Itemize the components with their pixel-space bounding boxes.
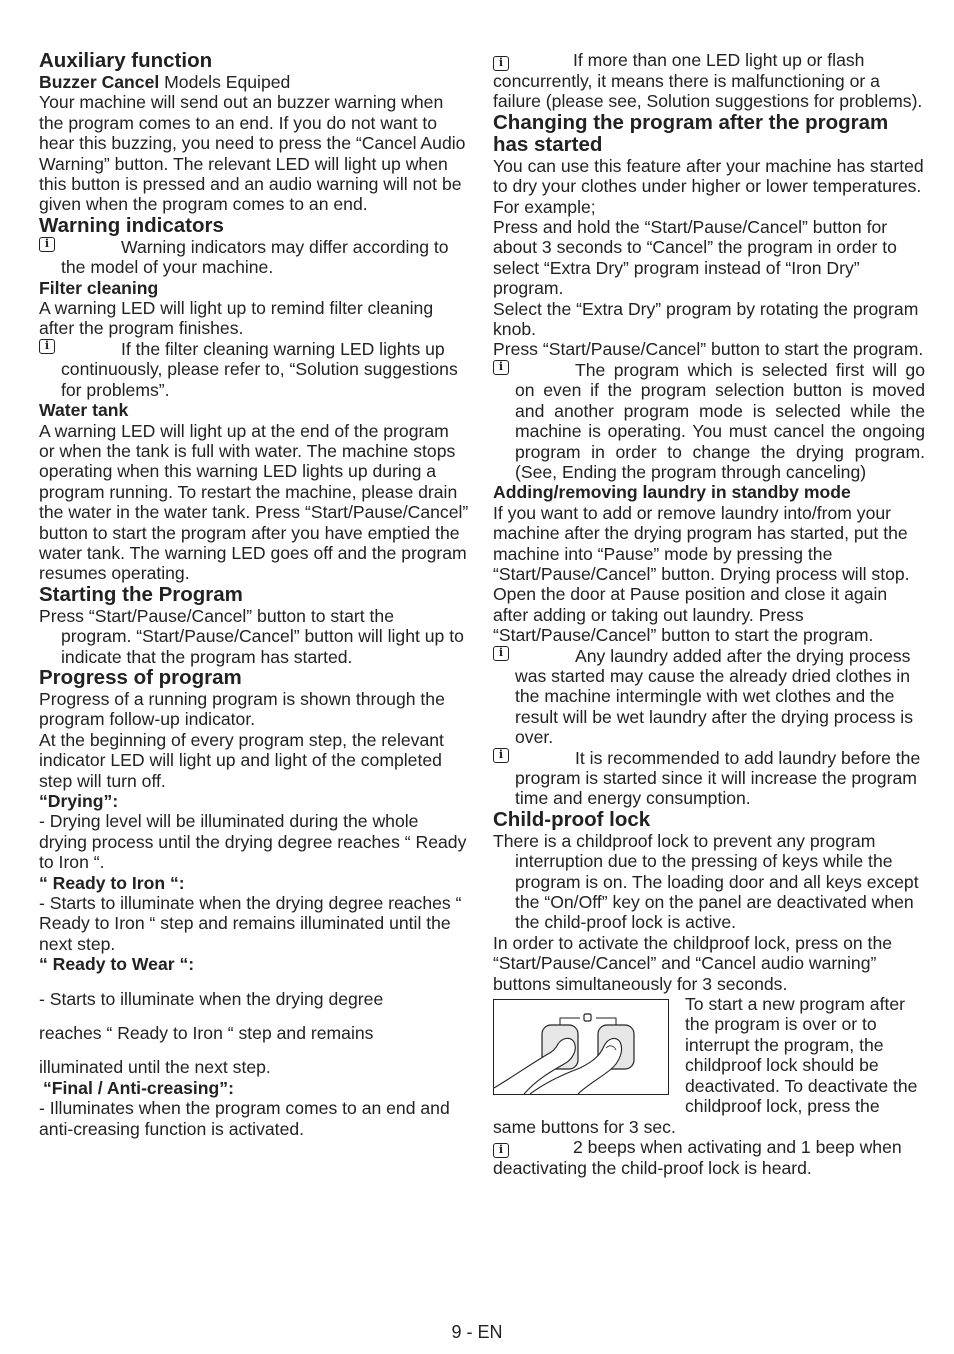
page-number: 9 - EN [451, 1322, 503, 1342]
left-column [39, 50, 469, 1139]
info-icon: i [493, 646, 509, 661]
warning-note [39, 237, 469, 278]
ready-to-iron-heading: “ Ready to Iron “: [39, 872, 185, 893]
standby-paragraph: If you want to add or remove laundry into/from your machine after the drying program has started, put the machine into “Pause” mode by pressing the “Start/Pause/Cancel” button. Drying process will stop. Open the door at Pause position and close it again after adding or taking out laundry. Press “Start/Pause/Cancel” button to start the program. [493, 502, 910, 646]
ready-to-wear-line-1: - Starts to illuminate when the drying degree [39, 988, 384, 1009]
starting-program-paragraph: Press “Start/Pause/Cancel” button to start the program. “Start/Pause/Cancel” button will light up to indicate that the program has started. [39, 605, 464, 667]
water-tank-paragraph: A warning LED will light up at the end of the program or when the tank is full with water. The machine stops operating when this warning LED lights up during a program running. To restart the machine, please drain the water in the water tank. Press “Start/Pause/Cancel” button to start the program after you have emptied the water tank. The warning LED goes off and the program resumes operating. [39, 420, 469, 584]
led-note-text: If more than one LED light up or flash concurrently, it means there is malfunctioning or a failure (please see, Solution suggestions for problems). [493, 50, 923, 112]
child-lock-block [493, 994, 925, 1137]
standby-note-2 [493, 748, 925, 809]
led-note [493, 50, 925, 112]
warning-indicators-heading: Warning indicators [39, 213, 224, 237]
ready-to-wear-line-2: reaches “ Ready to Iron “ step and remains [39, 1023, 374, 1044]
select-extra-paragraph: Select the “Extra Dry” program by rotating the program knob. [493, 298, 919, 340]
child-lock-note [493, 1137, 925, 1178]
child-lock-paragraph-2: In order to activate the childproof lock, press on the “Start/Pause/Cancel” and “Cancel audio warning” buttons simultaneously for 3 seconds. [493, 932, 893, 994]
buzzer-sub-rest: Models Equiped [159, 72, 291, 92]
standby-note-1-text: Any laundry added after the drying process was started may cause the already dried clothes in the machine intermingle with wet clothes and the result will be wet laundry after the drying process is over. [515, 645, 913, 748]
right-column [493, 50, 925, 1178]
buzzer-subheading [39, 72, 469, 92]
child-lock-paragraph-3: To start a new program after the program is over or to interrupt the program, the childproof lock should be deactivated. To deactivate the childproof lock, press the same buttons for 3 sec. [493, 994, 918, 1137]
final-paragraph: - Illuminates when the program comes to an end and anti-creasing function is activated. [39, 1098, 450, 1139]
change-program-heading: Changing the program after the program has started [493, 110, 889, 156]
info-icon: i [493, 1143, 509, 1158]
info-icon: i [493, 360, 509, 375]
change-note-text: The program which is selected first will go on even if the program selection button is moved and another program mode is selected while the machine is operating. You must cancel the ongoing program in order to change the drying program. (See, Ending the program through canceling) [515, 359, 925, 482]
starting-program-heading: Starting the Program [39, 582, 243, 606]
child-lock-note-text: 2 beeps when activating and 1 beep when deactivating the child-proof lock is heard. [493, 1136, 902, 1178]
change-paragraph: You can use this feature after your machine has started to dry your clothes under higher or lower temperatures. [493, 155, 924, 197]
water-tank-heading: Water tank [39, 400, 129, 421]
ready-to-iron-paragraph: - Starts to illuminate when the drying degree reaches “ Ready to Iron “ step and remains illuminated until the next step. [39, 893, 462, 954]
buzzer-paragraph: Your machine will send out an buzzer warning when the program comes to an end. If you do not want to hear this buzzing, you need to press the “Cancel Audio Warning” button. The relevant LED will light up when this button is pressed and an audio warning will not be given when the program comes to an end. [39, 92, 466, 215]
ready-to-wear-heading: “ Ready to Wear “: [39, 954, 195, 975]
buttons-press-drawing [494, 1000, 668, 1094]
standby-note-2-text: It is recommended to add laundry before the program is started since it will increase the program time and energy consumption. [515, 747, 921, 809]
filter-note [39, 339, 469, 400]
ready-to-wear-line-3: illuminated until the next step. [39, 1057, 271, 1078]
drying-paragraph: - Drying level will be illuminated during the whole drying process until the drying degree reaches “ Ready to Iron “. [39, 811, 467, 873]
filter-cleaning-heading: Filter cleaning [39, 277, 159, 298]
child-lock-illustration [493, 999, 669, 1095]
filter-note-text: If the filter cleaning warning LED lights up continuously, please refer to, “Solution suggestions for problems”. [61, 338, 458, 400]
info-icon: i [493, 56, 509, 71]
info-icon: i [39, 339, 55, 354]
press-start-paragraph: Press “Start/Pause/Cancel” button to start the program. [493, 339, 924, 360]
progress-paragraph-2: At the beginning of every program step, the relevant indicator LED will light up and light of the completed step will turn off. [39, 729, 444, 791]
change-note [493, 360, 925, 482]
final-anti-creasing-heading: “Final / Anti-creasing”: [43, 1077, 234, 1098]
progress-program-heading: Progress of program [39, 665, 242, 689]
info-icon: i [493, 748, 509, 763]
standby-note-1 [493, 646, 925, 748]
filter-paragraph: A warning LED will light up to remind filter cleaning after the program finishes. [39, 298, 434, 339]
buzzer-sub-bold: Buzzer Cancel [39, 72, 160, 92]
standby-heading: Adding/removing laundry in standby mode [493, 482, 851, 503]
press-hold-paragraph: Press and hold the “Start/Pause/Cancel” button for about 3 seconds to “Cancel” the program in order to select “Extra Dry” program instead of “Iron Dry” program. [493, 217, 897, 299]
child-lock-paragraph-1: There is a childproof lock to prevent any program interruption due to the pressing of keys while the program is on. The loading door and all keys except the “On/Off” key on the panel are deactivated when the child-proof lock is active. [493, 830, 919, 933]
progress-paragraph-1: Progress of a running program is shown through the program follow-up indicator. [39, 688, 445, 730]
child-lock-heading: Child-proof lock [493, 807, 651, 831]
warning-note-text: Warning indicators may differ according to the model of your machine. [61, 236, 449, 278]
drying-heading: “Drying”: [39, 791, 119, 811]
aux-function-heading: Auxiliary function [39, 49, 213, 72]
example-line: For example; [493, 196, 596, 217]
info-icon: i [39, 237, 55, 252]
